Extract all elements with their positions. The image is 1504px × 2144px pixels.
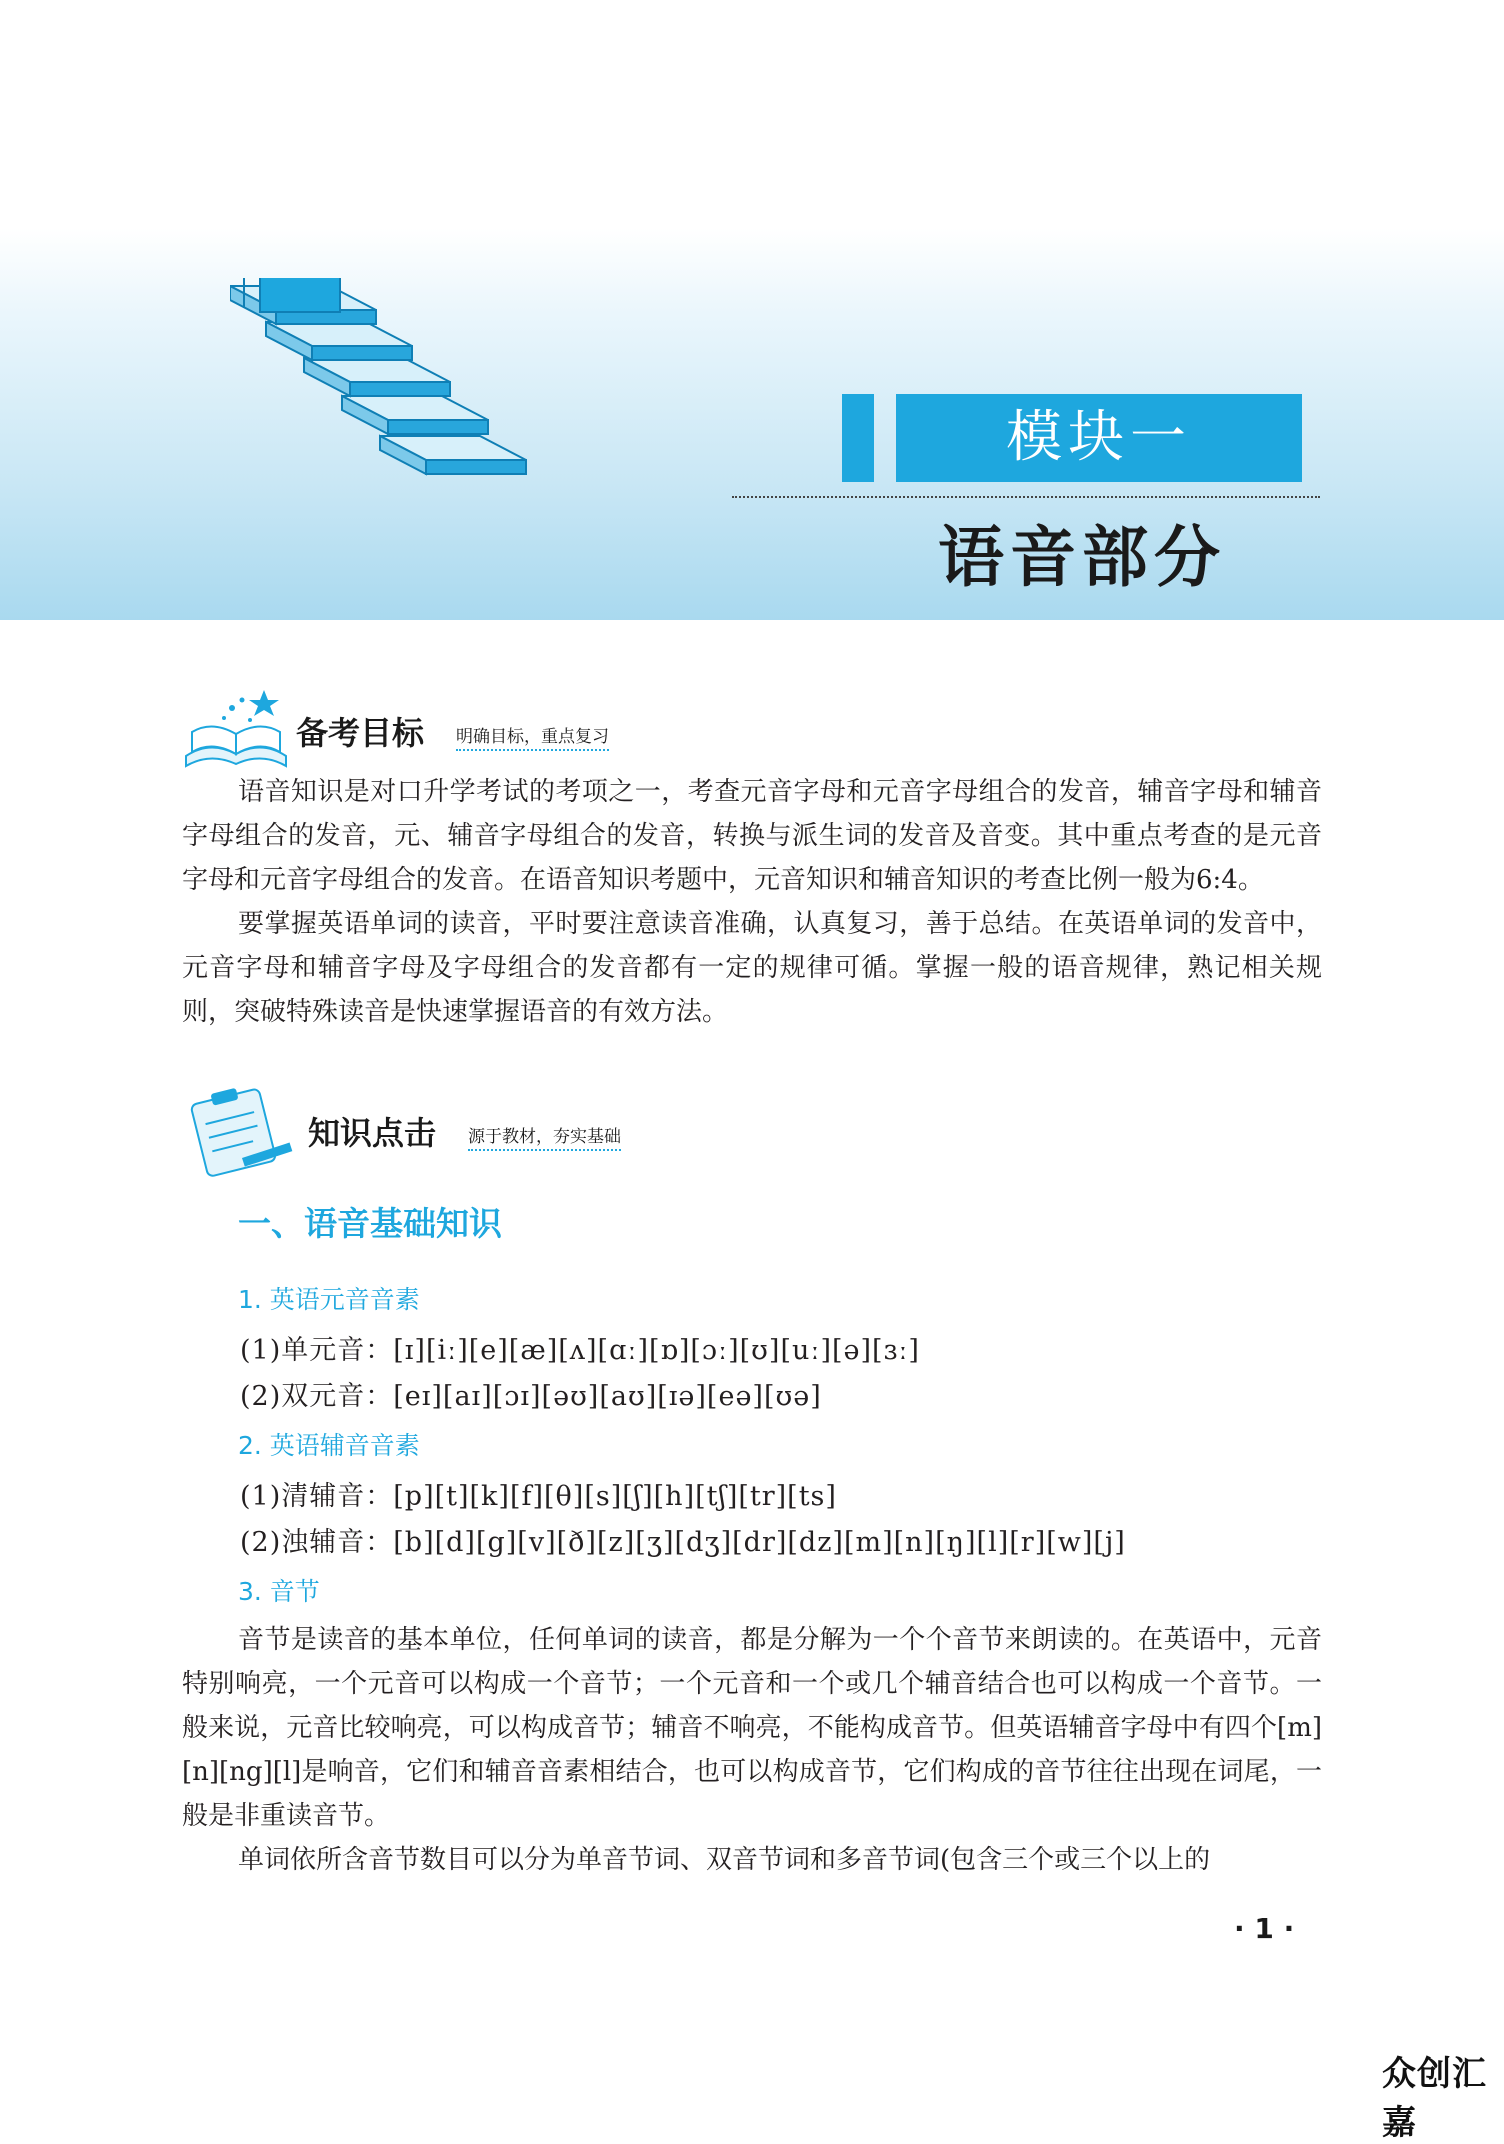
- open-book-icon: [180, 686, 290, 776]
- subheading-consonants: 2. 英语辅音音素: [238, 1431, 420, 1460]
- book-stairs-icon: [230, 278, 550, 518]
- module-label-text: 模块一: [896, 394, 1302, 482]
- section-goal-subtitle: 明确目标，重点复习: [456, 722, 609, 751]
- syllable-paragraph: 音节是读音的基本单位，任何单词的读音，都是分解为一个个音节来朗读的。在英语中，元音特别响亮，一个元音可以构成一个音节；一个元音和一个或几个辅音结合也可以构成一个音节。一般来说，元音比较响亮，可以构成音节；辅音不响亮，不能构成音节。但英语辅音字母中有四个[m][n][ng][l]是响音，它们和辅音音素相结合，也可以构成音节，它们构成的音节往往出现在词尾，一般是非重读音节。: [182, 1625, 1322, 1831]
- section-goal-title: 备考目标: [296, 714, 425, 752]
- module-accent-bar: [842, 394, 874, 482]
- watermark: 众创汇嘉: [1382, 2054, 1487, 2143]
- goal-paragraph: 语音知识是对口升学考试的考项之一，考查元音字母和元音字母组合的发音，辅音字母和辅音字母组合的发音，元、辅音字母组合的发音，转换与派生词的发音及音变。其中重点考查的是元音字母和元音字母组合的发音。在语音知识考题中，元音知识和辅音知识的考查比例一般为6:4。: [182, 777, 1322, 895]
- heading-basics: 一、语音基础知识: [238, 1204, 502, 1243]
- voiceless-line: (1)清辅音：[p][t][k][f][θ][s][ʃ][h][tʃ][tr][ts]: [240, 1481, 837, 1512]
- subheading-syllable: 3. 音节: [238, 1577, 320, 1606]
- goal-paragraph: 要掌握英语单词的读音，平时要注意读音准确，认真复习，善于总结。在英语单词的发音中，元音字母和辅音字母及字母组合的发音都有一定的规律可循。掌握一般的语音规律，熟记相关规则，突破特殊读音是快速掌握语音的有效方法。: [182, 909, 1322, 1027]
- page-number: · 1 ·: [1234, 1912, 1295, 1945]
- title-divider: [732, 496, 1320, 498]
- monophthongs-line: (1)单元音：[ɪ][iː][e][æ][ʌ][ɑː][ɒ][ɔː][ʊ][uː][ə][ɜː]: [240, 1335, 920, 1366]
- section-knowledge-subtitle: 源于教材，夯实基础: [468, 1122, 621, 1151]
- syllable-body: [182, 1618, 1322, 1882]
- goal-body: [182, 770, 1322, 1034]
- syllable-paragraph: 单词依所含音节数目可以分为单音节词、双音节词和多音节词(包含三个或三个以上的: [238, 1845, 1211, 1875]
- subheading-vowels: 1. 英语元音音素: [238, 1285, 420, 1314]
- part-title: 语音部分: [938, 518, 1226, 596]
- diphthongs-line: (2)双元音：[eɪ][aɪ][ɔɪ][əʊ][aʊ][ɪə][eə][ʊə]: [240, 1381, 822, 1412]
- notepad-pencil-icon: [180, 1080, 300, 1180]
- voiced-line: (2)浊辅音：[b][d][g][v][ð][z][ʒ][dʒ][dr][dz][m][n][ŋ][l][r][w][j]: [240, 1527, 1126, 1558]
- section-knowledge-title: 知识点击: [308, 1114, 437, 1152]
